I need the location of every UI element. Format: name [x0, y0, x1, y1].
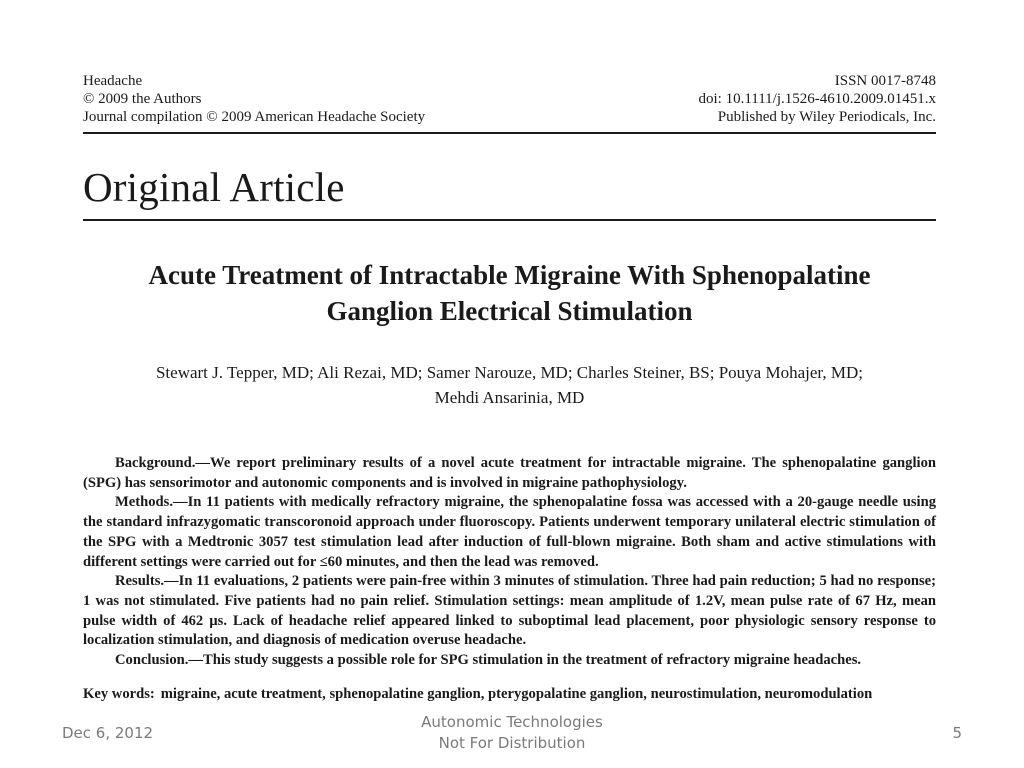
section-label: Original Article [83, 164, 345, 210]
keywords-label: Key words: [83, 685, 155, 702]
footer-date: Dec 6, 2012 [62, 724, 154, 742]
publisher: Published by Wiley Periodicals, Inc. [717, 109, 936, 125]
footer-company [362, 712, 662, 754]
abstract-background [83, 454, 936, 493]
abstract [83, 454, 936, 671]
abstract-results [83, 572, 936, 651]
journal-header-left [83, 72, 425, 126]
header-divider [83, 132, 936, 134]
doi: doi: 10.1111/j.1526-4610.2009.01451.x [698, 91, 936, 107]
footer-company-line-1: Autonomic Technologies [421, 713, 603, 731]
keywords-text: migraine, acute treatment, sphenopalatine ganglion, pterygopalatine ganglion, neurostimulation, neuromodulation [160, 685, 873, 702]
section-divider [83, 219, 936, 221]
article-title [83, 257, 936, 329]
copyright-authors: © 2009 the Authors [83, 91, 202, 107]
results-heading: Results.— [115, 573, 179, 590]
conclusion-text: This study suggests a possible role for SPG stimulation in the treatment of refractory migraine headaches. [203, 652, 862, 669]
author-line-1: Stewart J. Tepper, MD; Ali Rezai, MD; Samer Narouze, MD; Charles Steiner, BS; Pouya Mohajer, MD; [155, 363, 864, 382]
keywords [83, 684, 936, 704]
methods-heading: Methods.— [115, 494, 188, 511]
issn: ISSN 0017-8748 [834, 73, 936, 89]
slide-page-number: 5 [952, 724, 962, 742]
article-title-line-1: Acute Treatment of Intractable Migraine With Sphenopalatine [148, 260, 871, 290]
copyright-society: Journal compilation © 2009 American Headache Society [83, 109, 426, 125]
journal-article-page [83, 72, 936, 704]
methods-text: In 11 patients with medically refractory migraine, the sphenopalatine fossa was accessed with a 20-gauge needle using the standard infrazygomatic transcoronoid approach under fluoroscopy. Patients underwent temporary unilateral electric stimulation of the SPG with a Medtronic 3057 test stimulation lead after induction of full-blown migraine. Both sham and active stimulations with different settings were carried out for ≤60 minutes, and then the lead was removed. [83, 494, 936, 570]
journal-name: Headache [83, 73, 143, 89]
author-list [83, 360, 936, 410]
slide-footer [0, 712, 1024, 756]
results-text: In 11 evaluations, 2 patients were pain-free within 3 minutes of stimulation. Three had pain reduction; 5 had no response; 1 was not stimulated. Five patients had no pain relief. Stimulation settings: mean amplitude of 1.2V, mean pulse rate of 67 Hz, mean pulse width of 462 µs. Lack of headache relief appeared linked to suboptimal lead placement, poor physiologic sensory response to localization stimulation, and diagnosis of medication overuse headache. [83, 573, 936, 649]
conclusion-heading: Conclusion.— [115, 652, 203, 669]
abstract-conclusion [83, 651, 936, 671]
background-text: We report preliminary results of a novel acute treatment for intractable migraine. The sphenopalatine ganglion (SPG) has sensorimotor and autonomic components and is involved in migraine pathophysiology. [83, 455, 936, 491]
footer-company-line-2: Not For Distribution [438, 734, 586, 752]
author-line-2: Mehdi Ansarinia, MD [434, 388, 585, 407]
journal-header [83, 72, 936, 126]
article-title-line-2: Ganglion Electrical Stimulation [326, 296, 693, 326]
journal-header-right [699, 72, 937, 126]
abstract-methods [83, 493, 936, 572]
background-heading: Background.— [115, 455, 211, 471]
